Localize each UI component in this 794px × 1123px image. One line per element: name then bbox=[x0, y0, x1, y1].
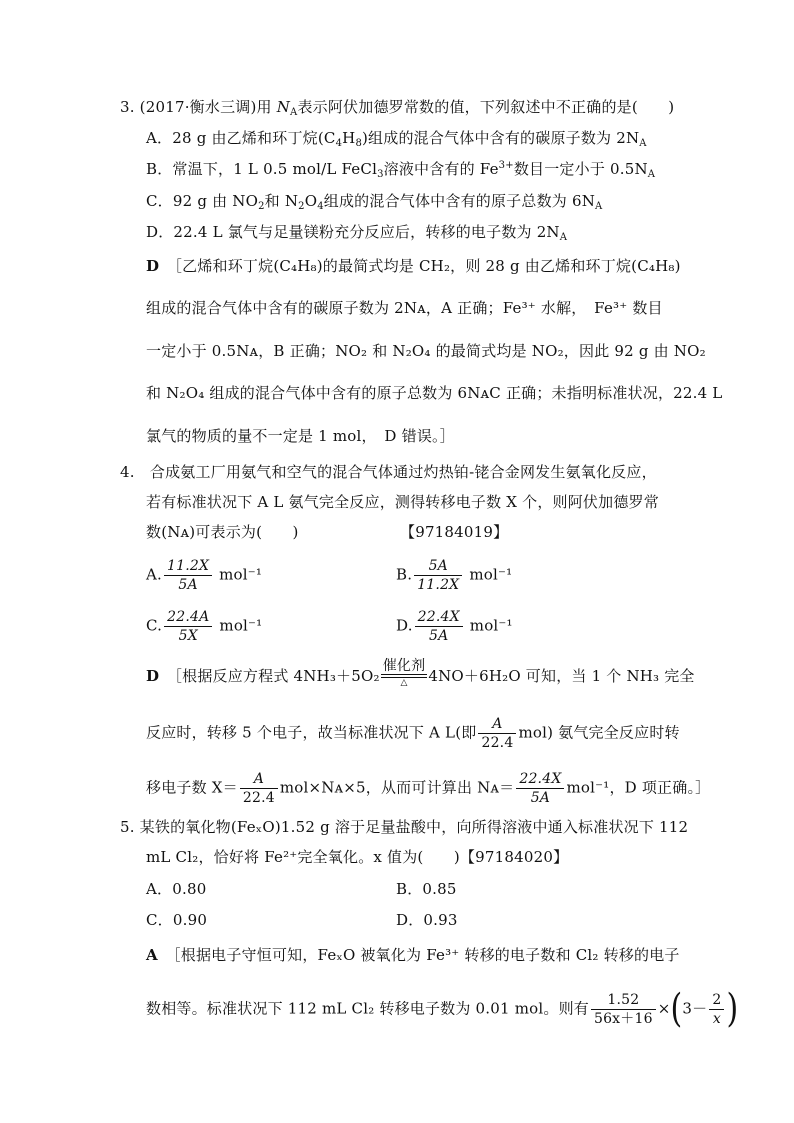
q3-explanation-line2: 组成的混合气体中含有的碳原子数为 2Nᴀ，A 正确；Fe³⁺ 水解， Fe³⁺ 数目 bbox=[146, 299, 663, 317]
q4-e2-num: A bbox=[478, 715, 516, 734]
q4-e3-den2: 5A bbox=[530, 790, 551, 806]
q3-explanation-line3: 一定小于 0.5Nᴀ，B 正确；NO₂ 和 N₂O₄ 的最简式均是 NO₂，因此 92 g 由 NO₂ bbox=[146, 342, 706, 360]
q4-explanation-line3 bbox=[146, 770, 710, 807]
q4-d-fraction bbox=[415, 608, 463, 645]
q5-e2-den: 56x＋16 bbox=[593, 1011, 653, 1027]
q4-a-fraction bbox=[164, 557, 212, 594]
q4-answer-letter: D bbox=[146, 667, 160, 685]
q5-e2-pre: 数相等。标准状况下 112 mL Cl₂ 转移电子数为 0.01 mol。则有 bbox=[146, 999, 589, 1018]
q3-option-b bbox=[146, 159, 655, 179]
q4-e1-post: 4NO＋6H₂O 可知，当 1 个 NH₃ 完全 bbox=[428, 667, 695, 685]
q3-c-post: 组成的混合气体中含有的原子总数为 6N bbox=[323, 192, 596, 210]
q4-d-num: 22.4X bbox=[415, 608, 463, 627]
q3-d-pre: D．22.4 L 氯气与足量镁粉充分反应后，转移的电子数为 2N bbox=[146, 223, 560, 241]
q5-e1: ［根据电子守恒可知，FeₓO 被氧化为 Fe³⁺ 转移的电子数和 Cl₂ 转移的电子 bbox=[173, 946, 680, 964]
q4-e2-den: 22.4 bbox=[481, 735, 514, 751]
q4-c-label: C. bbox=[146, 616, 163, 635]
q5-e2-den2: x bbox=[712, 1011, 721, 1027]
q3-stem bbox=[120, 97, 674, 117]
q4-stem-line1: 4. 合成氨工厂用氨气和空气的混合气体通过灼热铂-铑合金网发生氨氧化反应， bbox=[120, 463, 657, 481]
q3-explanation-line5: 氯气的物质的量不一定是 1 mol， D 错误。］ bbox=[146, 427, 455, 445]
q4-d-label: D. bbox=[396, 616, 413, 635]
q4-e3-fraction2 bbox=[516, 770, 564, 807]
q3-b-sup: 3+ bbox=[498, 160, 514, 171]
q3-c-sub: A bbox=[595, 201, 603, 212]
q5-e2-fraction2 bbox=[709, 991, 724, 1028]
q3-a-s1: 4 bbox=[335, 138, 343, 149]
q4-stem-line2: 若有标准状况下 A L 氨气完全反应，测得转移电子数 X 个，则阿伏加德罗常 bbox=[146, 493, 659, 511]
q4-c-den: 5X bbox=[178, 628, 198, 644]
q3-c-s1: 2 bbox=[258, 201, 265, 212]
q5-e2-in: 3－ bbox=[682, 999, 708, 1018]
q4-e2-fraction bbox=[478, 715, 516, 752]
q3-option-a bbox=[146, 128, 647, 148]
q3-explanation-line4: 和 N₂O₄ 组成的混合气体中含有的原子总数为 6NᴀC 正确；未指明标准状况，22.4 L bbox=[146, 384, 723, 402]
q4-a-num: 11.2X bbox=[164, 557, 212, 576]
q5-option-c: C．0.90 bbox=[146, 911, 208, 929]
q5-e2-num: 1.52 bbox=[591, 991, 656, 1010]
q4-d-unit: mol⁻¹ bbox=[469, 616, 513, 635]
q4-b-den: 11.2X bbox=[417, 577, 460, 593]
q4-e1-cat: 催化剂 bbox=[382, 658, 426, 674]
q4-explanation-line1 bbox=[146, 658, 695, 692]
q4-b-label: B. bbox=[396, 565, 413, 584]
q3-option-d bbox=[146, 222, 567, 242]
q4-e3-num: A bbox=[240, 770, 278, 789]
q4-b-unit: mol⁻¹ bbox=[469, 565, 513, 584]
q4-a-unit: mol⁻¹ bbox=[219, 565, 263, 584]
q3-a-sub: A bbox=[639, 138, 647, 149]
q4-e1-delta: △ bbox=[400, 678, 408, 688]
q3-b-mid: 溶液中含有的 Fe bbox=[383, 160, 499, 178]
q3-b-sub: A bbox=[647, 169, 656, 180]
q5-stem-line1: 5. 某铁的氧化物(FeₓO)1.52 g 溶于足量盐酸中，向所得溶液中通入标准状况下 112 bbox=[120, 818, 689, 836]
q4-option-b bbox=[396, 557, 512, 594]
q5-stem-line2: mL Cl₂，恰好将 Fe²⁺完全氧化。x 值为( )【97184020】 bbox=[146, 848, 569, 866]
q5-option-b: B．0.85 bbox=[396, 880, 457, 898]
q4-e2-post: mol) 氨气完全反应时转 bbox=[518, 723, 680, 742]
q3-explanation-line1 bbox=[146, 256, 681, 276]
q3-d-sub: A bbox=[559, 232, 568, 243]
q4-explanation-line2 bbox=[146, 715, 680, 752]
q5-e2-num2: 2 bbox=[709, 991, 724, 1010]
q3-option-c bbox=[146, 191, 602, 211]
q4-c-num: 22.4A bbox=[164, 608, 212, 627]
catalyst-arrow bbox=[381, 658, 428, 688]
q3-c-mid: 和 N bbox=[264, 192, 299, 210]
q4-c-unit: mol⁻¹ bbox=[219, 616, 263, 635]
q4-c-fraction bbox=[164, 608, 212, 645]
q4-b-fraction bbox=[414, 557, 462, 594]
q4-e3-post: mol⁻¹，D 项正确。］ bbox=[566, 778, 711, 797]
q5-option-d: D．0.93 bbox=[396, 911, 458, 929]
q4-e3-num2: 22.4X bbox=[516, 770, 564, 789]
q4-option-d bbox=[396, 608, 513, 645]
q5-explanation-line2 bbox=[146, 986, 739, 1032]
q3-b-s1: 3 bbox=[377, 169, 384, 180]
q4-l3: 数(Nᴀ)可表示为( ) bbox=[146, 523, 299, 541]
q4-b-num: 5A bbox=[414, 557, 462, 576]
q5-option-a: A．0.80 bbox=[146, 880, 207, 898]
left-paren: ( bbox=[670, 986, 683, 1032]
q4-option-c bbox=[146, 608, 262, 645]
q4-option-a bbox=[146, 557, 262, 594]
q4-e3-mid: mol×Nᴀ×5，从而可计算出 Nᴀ＝ bbox=[279, 778, 515, 797]
q3-c-s3: 4 bbox=[317, 201, 324, 212]
q4-a-den: 5A bbox=[178, 577, 198, 593]
q4-e3-pre: 移电子数 X＝ bbox=[146, 778, 238, 797]
q3-b-pre: B．常温下，1 L 0.5 mol/L FeCl bbox=[146, 160, 378, 178]
q3-stem-prefix: 3. (2017·衡水三调)用 bbox=[120, 98, 277, 116]
q4-e2-pre: 反应时，转移 5 个电子，故当标准状况下 A L(即 bbox=[146, 723, 477, 742]
q5-e2-fraction1 bbox=[591, 991, 656, 1028]
q3-a-post: )组成的混合气体中含有的碳原子数为 2N bbox=[362, 129, 640, 147]
q5-answer-letter: A bbox=[146, 946, 158, 964]
q4-a-label: A. bbox=[146, 565, 163, 584]
q4-question-code: 【97184019】 bbox=[400, 523, 509, 541]
q3-stem-suffix: 表示阿伏加德罗常数的值，下列叙述中不正确的是( ) bbox=[297, 98, 675, 116]
q4-e1-pre: ［根据反应方程式 4NH₃＋5O₂ bbox=[174, 667, 380, 685]
right-paren: ) bbox=[726, 986, 739, 1032]
q3-stem-sub: A bbox=[290, 107, 298, 118]
q3-b-post: 数目一定小于 0.5N bbox=[513, 160, 648, 178]
q4-e3-den: 22.4 bbox=[242, 790, 275, 806]
q5-e2-times: × bbox=[657, 999, 671, 1018]
q3-c-mid2: O bbox=[304, 192, 318, 210]
q4-e3-fraction1 bbox=[240, 770, 278, 807]
q3-stem-var: N bbox=[276, 98, 291, 116]
q3-a-mid: H bbox=[342, 129, 356, 147]
q5-explanation-line1 bbox=[146, 945, 680, 965]
q3-a-s2: 8 bbox=[355, 138, 362, 149]
q3-a-pre: A．28 g 由乙烯和环丁烷(C bbox=[146, 129, 336, 147]
q3-answer-letter: D bbox=[146, 257, 160, 275]
q3-e1: ［乙烯和环丁烷(C₄H₈)的最简式均是 CH₂，则 28 g 由乙烯和环丁烷(C₄H₈) bbox=[174, 257, 681, 275]
q3-c-pre: C．92 g 由 NO bbox=[146, 192, 259, 210]
q4-d-den: 5A bbox=[429, 628, 449, 644]
q3-c-s2: 2 bbox=[298, 201, 305, 212]
q4-stem-line3 bbox=[146, 522, 299, 542]
